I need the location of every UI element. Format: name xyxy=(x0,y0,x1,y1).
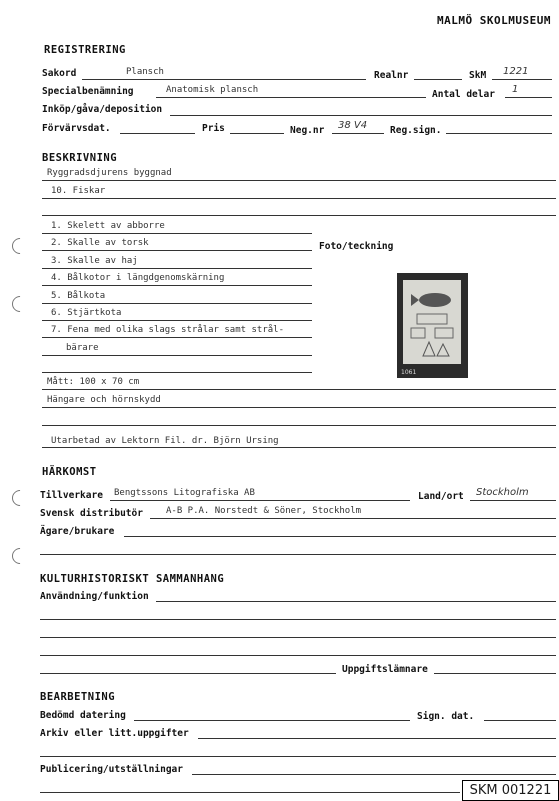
regsign-line xyxy=(446,133,552,134)
rule xyxy=(40,756,556,757)
rule xyxy=(42,407,556,408)
agare-label: Ägare/brukare xyxy=(40,526,115,537)
punch-hole xyxy=(9,293,32,316)
rule xyxy=(42,447,556,448)
beskrivning-line-1: Ryggradsdjurens byggnad xyxy=(47,168,172,178)
beskrivning-line-9: 6. Stjärtkota xyxy=(51,308,122,318)
bedomd-label: Bedömd datering xyxy=(40,710,126,721)
beskrivning-line-8: 5. Bålkota xyxy=(51,291,106,301)
antal-delar-value[interactable]: 1 xyxy=(512,84,519,95)
antal-delar-line xyxy=(505,97,552,98)
beskrivning-line-14: Hängare och hörnskydd xyxy=(47,395,161,405)
beskrivning-line-11: bärare xyxy=(66,343,99,353)
pris-label: Pris xyxy=(202,123,225,134)
beskrivning-line-16: Utarbetad av Lektorn Fil. dr. Björn Ursing xyxy=(51,436,279,446)
bedomd-line xyxy=(134,720,410,721)
uppgiftslamnare-line xyxy=(434,673,556,674)
realnr-line xyxy=(414,79,462,80)
punch-hole xyxy=(9,487,32,510)
beskrivning-line-4: 1. Skelett av abborre xyxy=(51,221,165,231)
negnr-label: Neg.nr xyxy=(290,125,325,136)
rule xyxy=(40,792,460,793)
sakord-line xyxy=(82,79,366,80)
punch-hole xyxy=(9,545,32,568)
section-harkomst: HÄRKOMST xyxy=(42,466,97,478)
landort-label: Land/ort xyxy=(418,491,464,502)
sakord-label: Sakord xyxy=(42,68,77,79)
beskrivning-line-7: 4. Bålkotor i längdgenomskärning xyxy=(51,273,225,283)
distributor-line xyxy=(150,518,556,519)
rule xyxy=(42,303,312,304)
antal-delar-label: Antal delar xyxy=(432,89,495,100)
arkiv-line xyxy=(198,738,556,739)
section-bearbetning: BEARBETNING xyxy=(40,691,116,703)
rule xyxy=(42,268,312,269)
uppgiftslamnare-label: Uppgiftslämnare xyxy=(342,664,428,675)
rule xyxy=(40,619,556,620)
sign-dat-line xyxy=(484,720,556,721)
inkop-line xyxy=(170,115,552,116)
agare-line xyxy=(124,536,556,537)
specialbenamning-line xyxy=(156,97,426,98)
rule xyxy=(42,215,556,216)
publicering-line xyxy=(192,774,556,775)
pris-line xyxy=(230,133,284,134)
section-kultur: KULTURHISTORISKT SAMMANHANG xyxy=(40,573,225,585)
foto-label: Foto/teckning xyxy=(319,241,394,252)
rule xyxy=(42,389,556,390)
negnr-value[interactable]: 38 V4 xyxy=(338,120,368,131)
plansch-photo xyxy=(397,273,468,378)
anvandning-line xyxy=(156,601,556,602)
rule xyxy=(42,372,312,373)
specialbenamning-label: Specialbenämning xyxy=(42,86,134,97)
specialbenamning-value[interactable]: Anatomisk plansch xyxy=(166,85,259,95)
rule xyxy=(42,198,556,199)
distributor-label: Svensk distributör xyxy=(40,508,143,519)
realnr-label: Realnr xyxy=(374,70,409,81)
publicering-label: Publicering/utställningar xyxy=(40,764,183,775)
rule xyxy=(42,337,312,338)
museum-name: MALMÖ SKOLMUSEUM xyxy=(437,14,551,27)
forvarvsdat-label: Förvärvsdat. xyxy=(42,123,111,134)
skm-value[interactable]: 1221 xyxy=(503,66,529,77)
photo-caption: 1061 xyxy=(401,369,417,376)
distributor-value[interactable]: A-B P.A. Norstedt & Söner, Stockholm xyxy=(166,506,362,516)
catalog-stamp: SKM 001221 xyxy=(462,780,559,801)
inkop-label: Inköp/gåva/deposition xyxy=(42,104,163,115)
sign-dat-label: Sign. dat. xyxy=(417,711,475,722)
plansch-photo-image xyxy=(403,280,461,364)
beskrivning-line-2: 10. Fiskar xyxy=(51,186,106,196)
rule xyxy=(40,655,556,656)
beskrivning-line-13: Mått: 100 x 70 cm xyxy=(47,377,140,387)
landort-line xyxy=(470,500,556,501)
rule xyxy=(40,637,556,638)
sakord-value[interactable]: Plansch xyxy=(126,67,164,77)
beskrivning-line-5: 2. Skalle av torsk xyxy=(51,238,149,248)
rule xyxy=(42,250,312,251)
regsign-label: Reg.sign. xyxy=(390,125,442,136)
beskrivning-line-10: 7. Fena med olika slags strålar samt strål- xyxy=(51,325,284,335)
beskrivning-line-6: 3. Skalle av haj xyxy=(51,256,138,266)
fish-drawing-icon xyxy=(403,280,461,364)
forvarvsdat-line xyxy=(120,133,195,134)
rule xyxy=(42,425,556,426)
skm-label: SkM xyxy=(469,70,487,81)
rule xyxy=(42,355,312,356)
tillverkare-value[interactable]: Bengtssons Litografiska AB xyxy=(114,488,255,498)
rule xyxy=(42,180,556,181)
rule xyxy=(40,554,556,555)
punch-hole xyxy=(9,235,32,258)
anvandning-label: Användning/funktion xyxy=(40,591,149,602)
negnr-line xyxy=(332,133,384,134)
tillverkare-label: Tillverkare xyxy=(40,490,103,501)
section-beskrivning: BESKRIVNING xyxy=(42,152,118,164)
tillverkare-line xyxy=(110,500,410,501)
rule xyxy=(42,233,312,234)
rule xyxy=(42,320,312,321)
section-registrering: REGISTRERING xyxy=(44,44,126,56)
rule xyxy=(40,673,336,674)
rule xyxy=(42,285,312,286)
skm-line xyxy=(492,79,552,80)
arkiv-label: Arkiv eller litt.uppgifter xyxy=(40,728,189,739)
landort-value[interactable]: Stockholm xyxy=(476,487,529,498)
